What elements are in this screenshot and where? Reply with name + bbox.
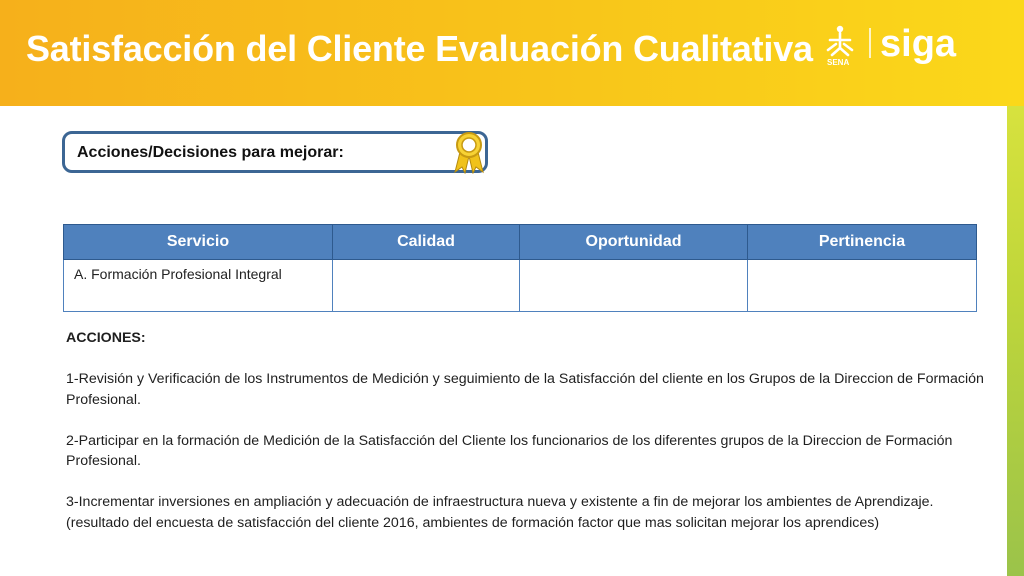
action-item-2: 2-Participar en la formación de Medición de la Satisfacción del Cliente los funcionarios de los diferentes grupos de la Direccion de Formación Profesional. xyxy=(66,432,953,469)
page-title: Satisfacción del Cliente Evaluación Cualitativa xyxy=(26,28,813,69)
side-accent-stripe xyxy=(1007,106,1024,576)
cell-oportunidad xyxy=(520,260,748,312)
sena-logo-icon xyxy=(828,26,852,55)
cell-calidad xyxy=(333,260,520,312)
sena-siga-logos xyxy=(826,22,976,74)
header-bar xyxy=(0,0,1024,106)
table-row xyxy=(64,260,977,312)
actions-heading: ACCIONES: xyxy=(66,330,146,346)
actions-banner xyxy=(62,131,488,173)
evaluation-table xyxy=(63,224,977,312)
table-header-row xyxy=(64,225,977,260)
action-item-1: 1-Revisión y Verificación de los Instrumentos de Medición y seguimiento de la Satisfacción del cliente en los Grupos de la Direccion de Formación Profesional. xyxy=(66,371,984,408)
cell-servicio: A. Formación Profesional Integral xyxy=(64,260,333,312)
award-ribbon-icon xyxy=(451,130,487,174)
cell-pertinencia xyxy=(748,260,977,312)
banner-label: Acciones/Decisiones para mejorar: xyxy=(77,144,344,161)
actions-section xyxy=(66,328,986,533)
col-header-oportunidad: Oportunidad xyxy=(520,225,748,260)
action-item-3: 3-Incrementar inversiones en ampliación y adecuación de infraestructura nueva y existente a fin de mejorar los ambientes de Aprendizaje. (resultado del encuesta de satisfacción del cliente 2016, ambientes de formación factor que mas solicitan mejorar los aprendices) xyxy=(66,494,934,531)
col-header-pertinencia: Pertinencia xyxy=(748,225,977,260)
col-header-calidad: Calidad xyxy=(333,225,520,260)
sena-logo-text: SENA xyxy=(827,58,850,67)
col-header-servicio: Servicio xyxy=(64,225,333,260)
siga-logo-text: siga xyxy=(880,23,957,65)
